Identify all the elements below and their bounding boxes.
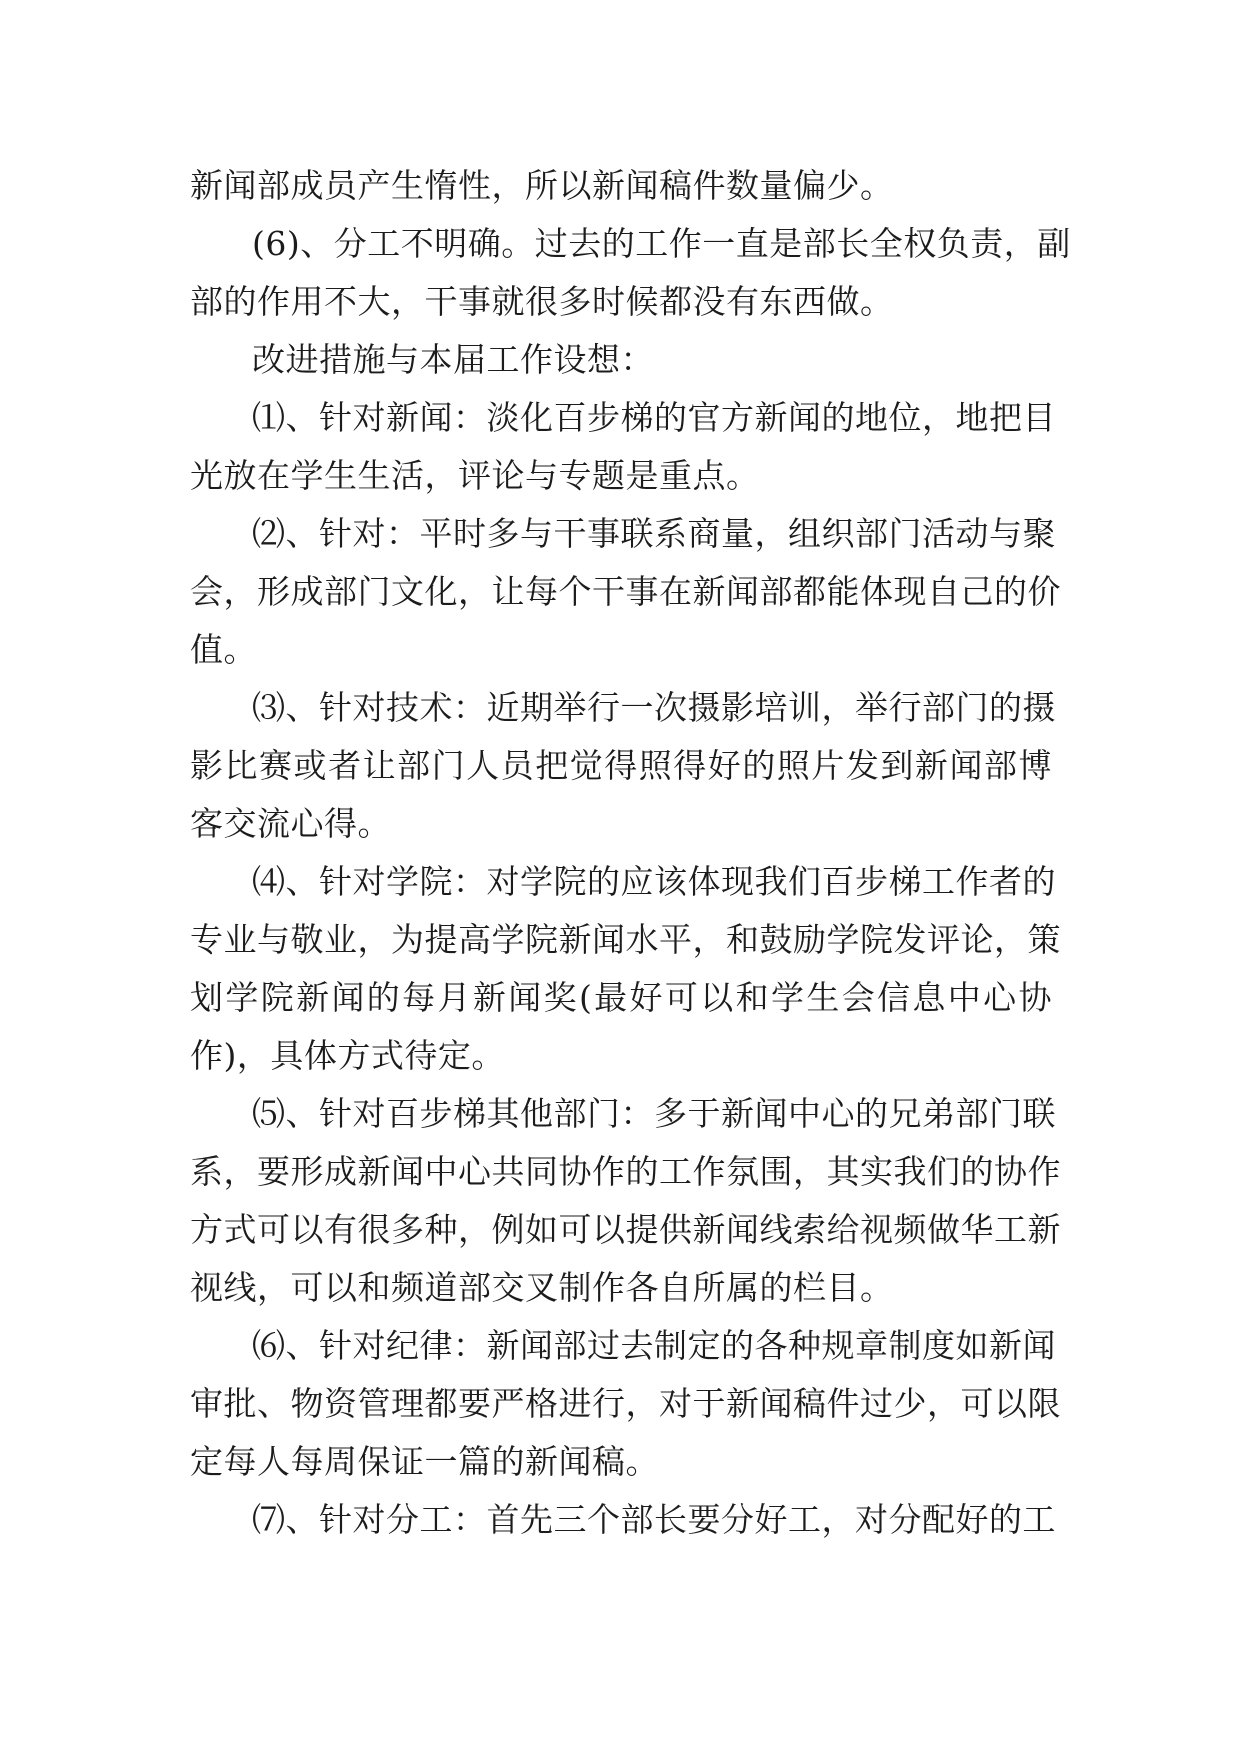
text-line: 视线，可以和频道部交叉制作各自所属的栏目。 [190, 1268, 894, 1307]
text-line: 定每人每周保证一篇的新闻稿。 [190, 1442, 659, 1481]
text-line: ⑸、针对百步梯其他部门：多于新闻中心的兄弟部门联 [252, 1094, 1056, 1133]
text-line: ⑹、针对纪律：新闻部过去制定的各种规章制度如新闻 [252, 1326, 1056, 1365]
text-line: ⑴、针对新闻：淡化百步梯的官方新闻的地位，地把目 [252, 398, 1056, 437]
text-line: ⑶、针对技术：近期举行一次摄影培训，举行部门的摄 [252, 688, 1056, 727]
section-heading: 改进措施与本届工作设想： [252, 340, 654, 379]
text-line: 方式可以有很多种，例如可以提供新闻线索给视频做华工新 [190, 1210, 1061, 1249]
text-line: 审批、物资管理都要严格进行，对于新闻稿件过少，可以限 [190, 1384, 1061, 1423]
text-line: 客交流心得。 [190, 804, 391, 843]
text-line: 值。 [190, 630, 257, 669]
text-line: ⑺、针对分工：首先三个部长要分好工，对分配好的工 [252, 1500, 1056, 1539]
text-line: (6)、分工不明确。过去的工作一直是部长全权负责，副 [252, 224, 1071, 263]
text-line: ⑵、针对：平时多与干事联系商量，组织部门活动与聚 [252, 514, 1056, 553]
text-line: 作)，具体方式待定。 [190, 1036, 505, 1075]
text-line: 影比赛或者让部门人员把觉得照得好的照片发到新闻部博 [190, 746, 1052, 785]
text-line: 划学院新闻的每月新闻奖(最好可以和学生会信息中心协 [190, 978, 1052, 1017]
text-line: 专业与敬业，为提高学院新闻水平，和鼓励学院发评论，策 [190, 920, 1061, 959]
text-line: 部的作用不大，干事就很多时候都没有东西做。 [190, 282, 894, 321]
text-line: 光放在学生生活，评论与专题是重点。 [190, 456, 760, 495]
text-line: 系，要形成新闻中心共同协作的工作氛围，其实我们的协作 [190, 1152, 1061, 1191]
text-line: ⑷、针对学院：对学院的应该体现我们百步梯工作者的 [252, 862, 1056, 901]
text-line: 会，形成部门文化，让每个干事在新闻部都能体现自己的价 [190, 572, 1061, 611]
text-line: 新闻部成员产生惰性，所以新闻稿件数量偏少。 [190, 166, 894, 205]
